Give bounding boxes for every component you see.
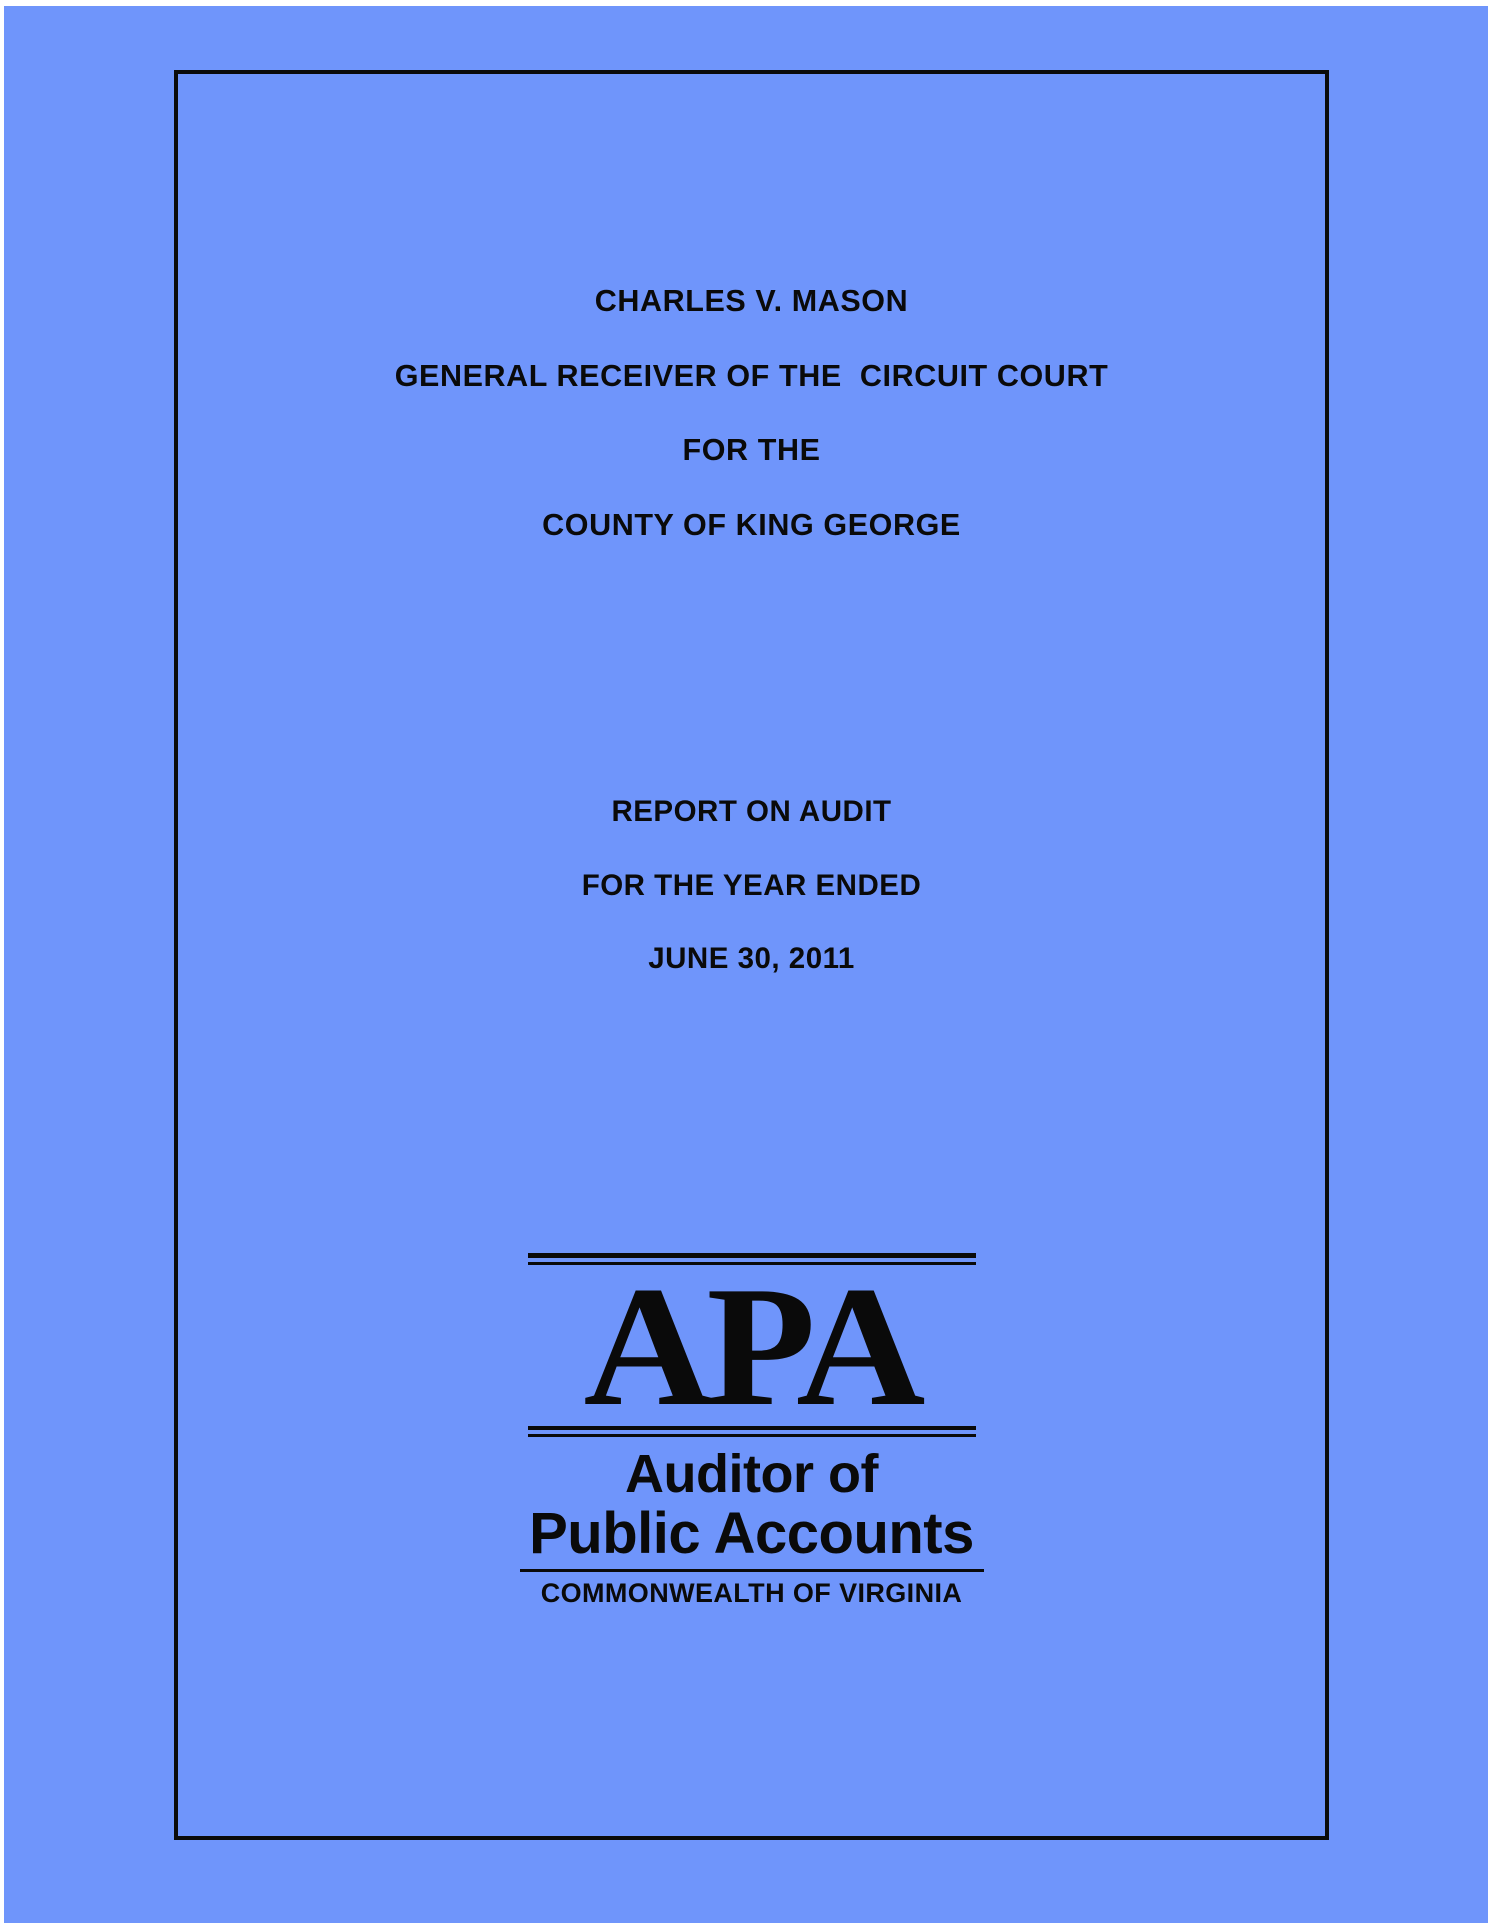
apa-acronym: APA (583, 1251, 920, 1442)
title-line-1: CHARLES V. MASON (594, 284, 909, 318)
apa-logo (522, 1253, 982, 1610)
logo-public-accounts: Public Accounts (529, 1501, 974, 1567)
page-margin-bottom (0, 1923, 1494, 1931)
cover-border-frame (174, 70, 1329, 1840)
logo-rule-bottom (520, 1569, 984, 1572)
report-period-label: FOR THE YEAR ENDED (581, 868, 922, 902)
logo-auditor-of: Auditor of (625, 1444, 878, 1505)
title-block (178, 286, 1325, 584)
subtitle-block (178, 797, 1325, 1018)
title-line-2: GENERAL RECEIVER OF THE CIRCUIT COURT (394, 358, 1109, 393)
page-margin-right (1488, 0, 1494, 1931)
report-type: REPORT ON AUDIT (611, 795, 892, 828)
page-margin-top (0, 0, 1494, 6)
page-margin-left (0, 0, 4, 1931)
title-line-4: COUNTY OF KING GEORGE (542, 507, 961, 542)
title-line-3: FOR THE (682, 433, 821, 467)
report-period-date: JUNE 30, 2011 (648, 942, 855, 975)
logo-commonwealth: COMMONWEALTH OF VIRGINIA (540, 1578, 963, 1609)
